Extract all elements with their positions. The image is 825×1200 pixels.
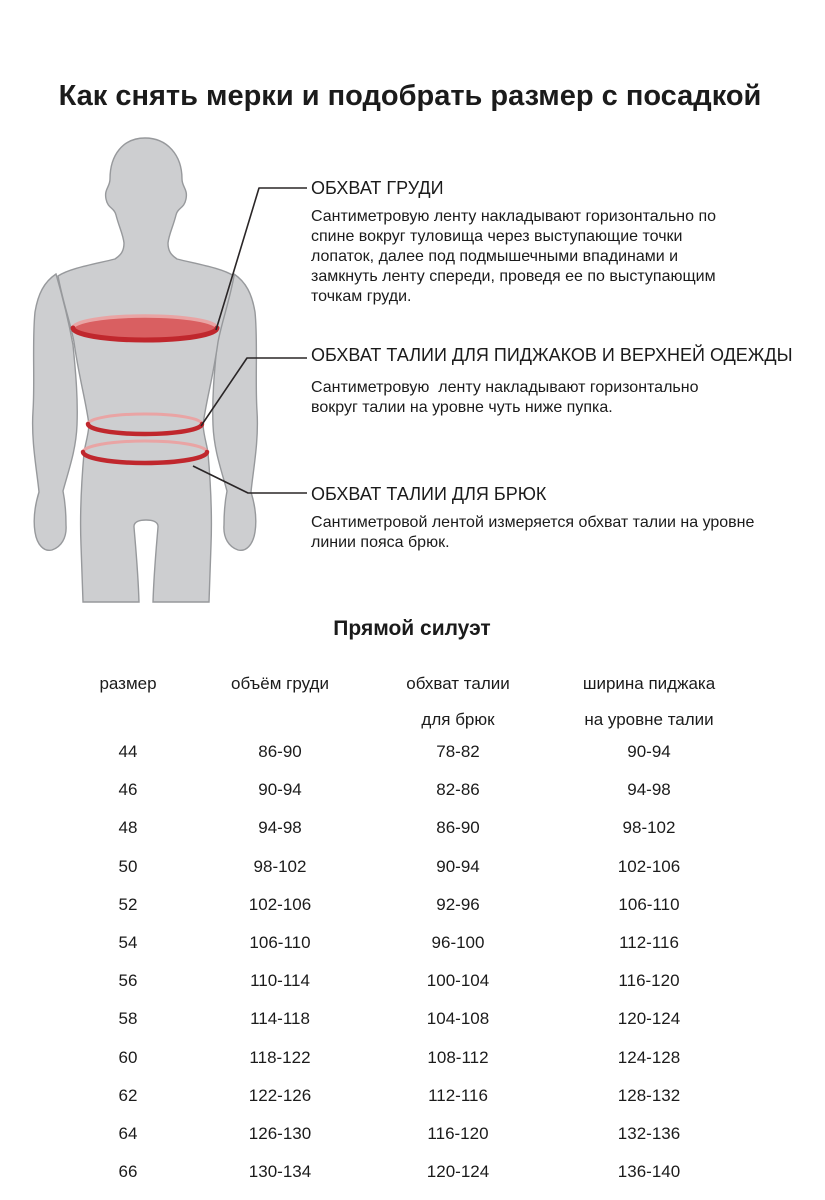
- table-cell: 54: [118, 933, 138, 953]
- header-cell-jacket-width-line2: на уровне талии: [584, 710, 714, 729]
- table-cell: 118-122: [249, 1047, 311, 1067]
- table-cell: 64: [118, 1123, 138, 1143]
- table-cell: 120-124: [617, 1009, 681, 1029]
- table-cell: 112-116: [619, 933, 679, 953]
- size-table-title: Прямой силуэт: [333, 617, 491, 640]
- table-cell: 120-124: [426, 1162, 490, 1182]
- male-silhouette-figure: [25, 135, 310, 605]
- table-cell: 48: [118, 818, 138, 838]
- table-cell: 108-112: [427, 1047, 489, 1067]
- table-cell: 94-98: [627, 780, 671, 800]
- table-row: [60, 771, 746, 809]
- table-row: [60, 886, 746, 924]
- table-cell: 62: [118, 1085, 138, 1105]
- table-cell: 82-86: [436, 780, 480, 800]
- table-cell: 86-90: [436, 818, 480, 838]
- table-cell: 124-128: [617, 1047, 681, 1067]
- header-cell-waist-line2: для брюк: [421, 710, 495, 729]
- table-cell: 96-100: [431, 933, 485, 953]
- table-cell: 116-120: [427, 1123, 489, 1143]
- table-cell: 116-120: [618, 971, 680, 991]
- table-cell: 104-108: [426, 1009, 490, 1029]
- table-cell: 66: [118, 1162, 138, 1182]
- table-cell: 86-90: [258, 742, 302, 762]
- table-cell: 90-94: [258, 780, 302, 800]
- header-row-1: [60, 666, 746, 702]
- table-cell: 130-134: [248, 1162, 312, 1182]
- table-row: [60, 1039, 746, 1077]
- table-row: [60, 962, 746, 1000]
- table-cell: 90-94: [627, 742, 671, 762]
- table-row: [60, 1077, 746, 1115]
- table-cell: 126-130: [248, 1123, 312, 1143]
- table-cell: 102-106: [248, 894, 312, 914]
- table-row: [60, 733, 746, 771]
- measurement-chest-description: Сантиметровую ленту накладывают горизонтально по спине вокруг туловища через выступающие точки лопаток, далее под подмышечными впадинами и замкнуть ленту спереди, проведя ее по выступающим точкам груди.: [311, 208, 721, 305]
- table-cell: 78-82: [436, 742, 480, 762]
- table-cell: 106-110: [249, 933, 311, 953]
- table-cell: 94-98: [258, 818, 302, 838]
- table-row: [60, 924, 746, 962]
- table-cell: 110-114: [250, 971, 310, 991]
- body-shape: [58, 138, 234, 602]
- table-cell: 100-104: [426, 971, 490, 991]
- table-cell: 52: [118, 894, 138, 914]
- table-cell: 98-102: [253, 856, 307, 876]
- size-table-header: [60, 666, 746, 738]
- table-cell: 46: [118, 780, 138, 800]
- table-cell: 90-94: [436, 856, 480, 876]
- measurement-waist-trousers-description: Сантиметровой лентой измеряется обхват талии на уровне линии пояса брюк.: [311, 514, 759, 551]
- header-cell-size: размер: [99, 674, 157, 693]
- table-cell: 44: [118, 742, 138, 762]
- table-row: [60, 1000, 746, 1038]
- table-cell: 50: [118, 856, 138, 876]
- table-cell: 106-110: [618, 894, 680, 914]
- table-cell: 98-102: [622, 818, 676, 838]
- table-row: [60, 848, 746, 886]
- header-cell-chest: объём груди: [231, 674, 329, 693]
- table-cell: 102-106: [617, 856, 681, 876]
- chest-band: [73, 316, 217, 340]
- table-cell: 60: [118, 1047, 138, 1067]
- measurement-waist-jackets-description: Сантиметровую ленту накладывают горизонтально вокруг талии на уровне чуть ниже пупка.: [311, 379, 703, 416]
- table-cell: 122-126: [248, 1085, 312, 1105]
- header-cell-jacket-width: ширина пиджака: [582, 674, 716, 693]
- table-cell: 58: [118, 1009, 138, 1029]
- table-cell: 136-140: [617, 1162, 681, 1182]
- measurement-waist-trousers-heading: ОБХВАТ ТАЛИИ ДЛЯ БРЮК: [311, 484, 547, 504]
- size-table-body: [60, 733, 746, 1191]
- table-cell: 112-116: [428, 1085, 488, 1105]
- table-cell: 114-118: [250, 1009, 310, 1029]
- table-row: [60, 809, 746, 847]
- table-row: [60, 1153, 746, 1191]
- table-row: [60, 1115, 746, 1153]
- table-cell: 56: [118, 971, 138, 991]
- header-cell-waist: обхват талии: [406, 674, 510, 693]
- measurement-chest-heading: ОБХВАТ ГРУДИ: [311, 178, 444, 198]
- table-cell: 128-132: [617, 1085, 681, 1105]
- measurement-waist-jackets-heading: ОБХВАТ ТАЛИИ ДЛЯ ПИДЖАКОВ И ВЕРХНЕЙ ОДЕЖДЫ: [311, 345, 793, 365]
- page-title: Как снять мерки и подобрать размер с посадкой: [58, 80, 762, 112]
- table-cell: 132-136: [617, 1123, 681, 1143]
- table-cell: 92-96: [436, 894, 480, 914]
